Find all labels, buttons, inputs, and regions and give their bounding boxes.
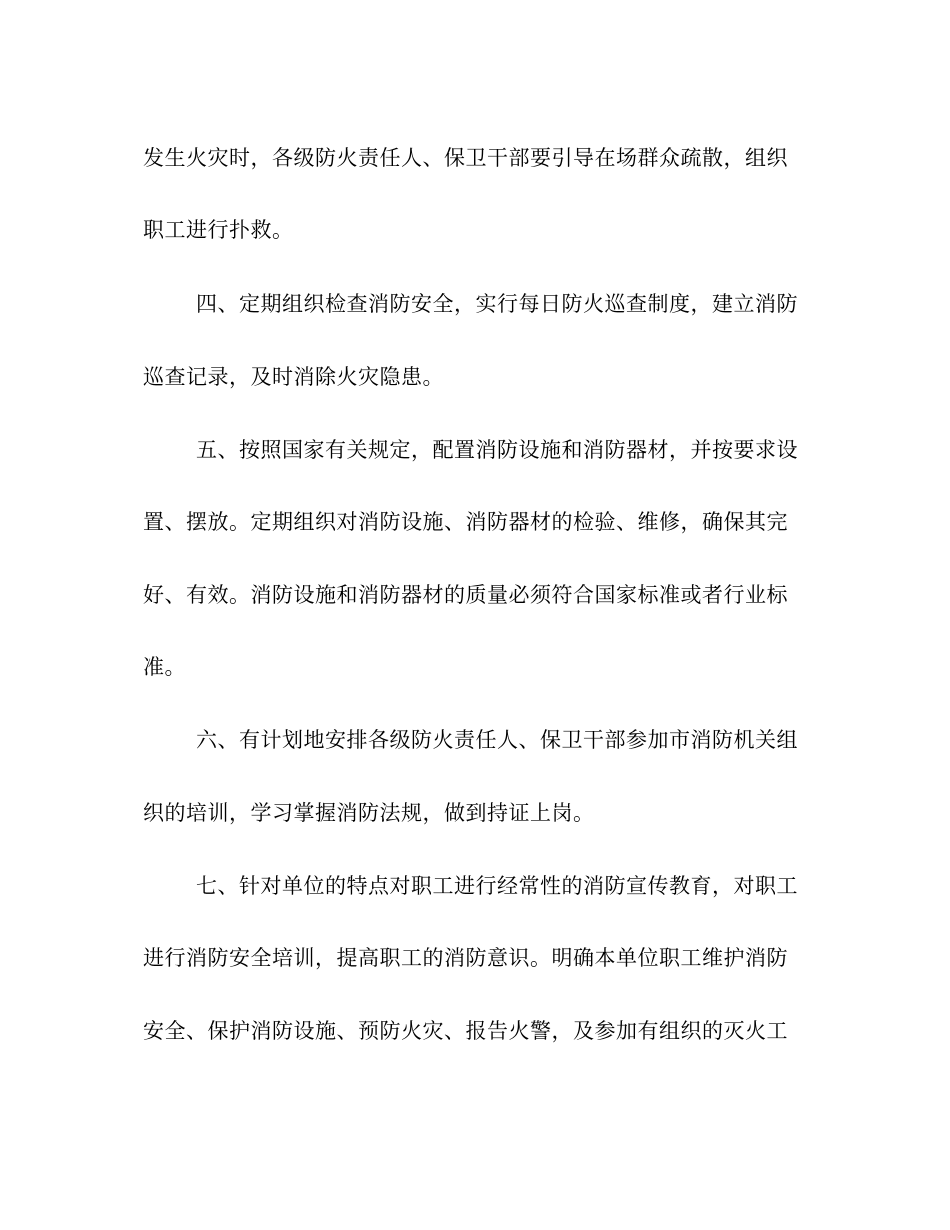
paragraph-four-first-line: 四、定期组织检查消防安全，实行每日防火巡查制度，建立消防 — [196, 292, 798, 316]
paragraph-five-first-line: 五、按照国家有关规定，配置消防设施和消防器材，并按要求设 — [196, 438, 798, 462]
text-line: 进行消防安全培训，提高职工的消防意识。明确本单位职工维护消防 — [143, 946, 788, 970]
text-line: 好、有效。消防设施和消防器材的质量必须符合国家标准或者行业标 — [143, 583, 788, 607]
text-line: 织的培训，学习掌握消防法规，做到持证上岗。 — [143, 801, 595, 825]
text-line: 置、摆放。定期组织对消防设施、消防器材的检验、维修，确保其完 — [143, 510, 788, 534]
paragraph-seven-first-line: 七、针对单位的特点对职工进行经常性的消防宣传教育，对职工 — [196, 874, 798, 898]
text-line: 安全、保护消防设施、预防火灾、报告火警，及参加有组织的灭火工 — [143, 1019, 788, 1043]
paragraph-six-first-line: 六、有计划地安排各级防火责任人、保卫干部参加市消防机关组 — [196, 728, 798, 752]
text-line: 发生火灾时，各级防火责任人、保卫干部要引导在场群众疏散，组织 — [143, 146, 788, 170]
text-line: 巡查记录，及时消除火灾隐患。 — [143, 365, 444, 389]
text-line: 职工进行扑救。 — [143, 218, 294, 242]
text-line: 准。 — [143, 655, 186, 679]
